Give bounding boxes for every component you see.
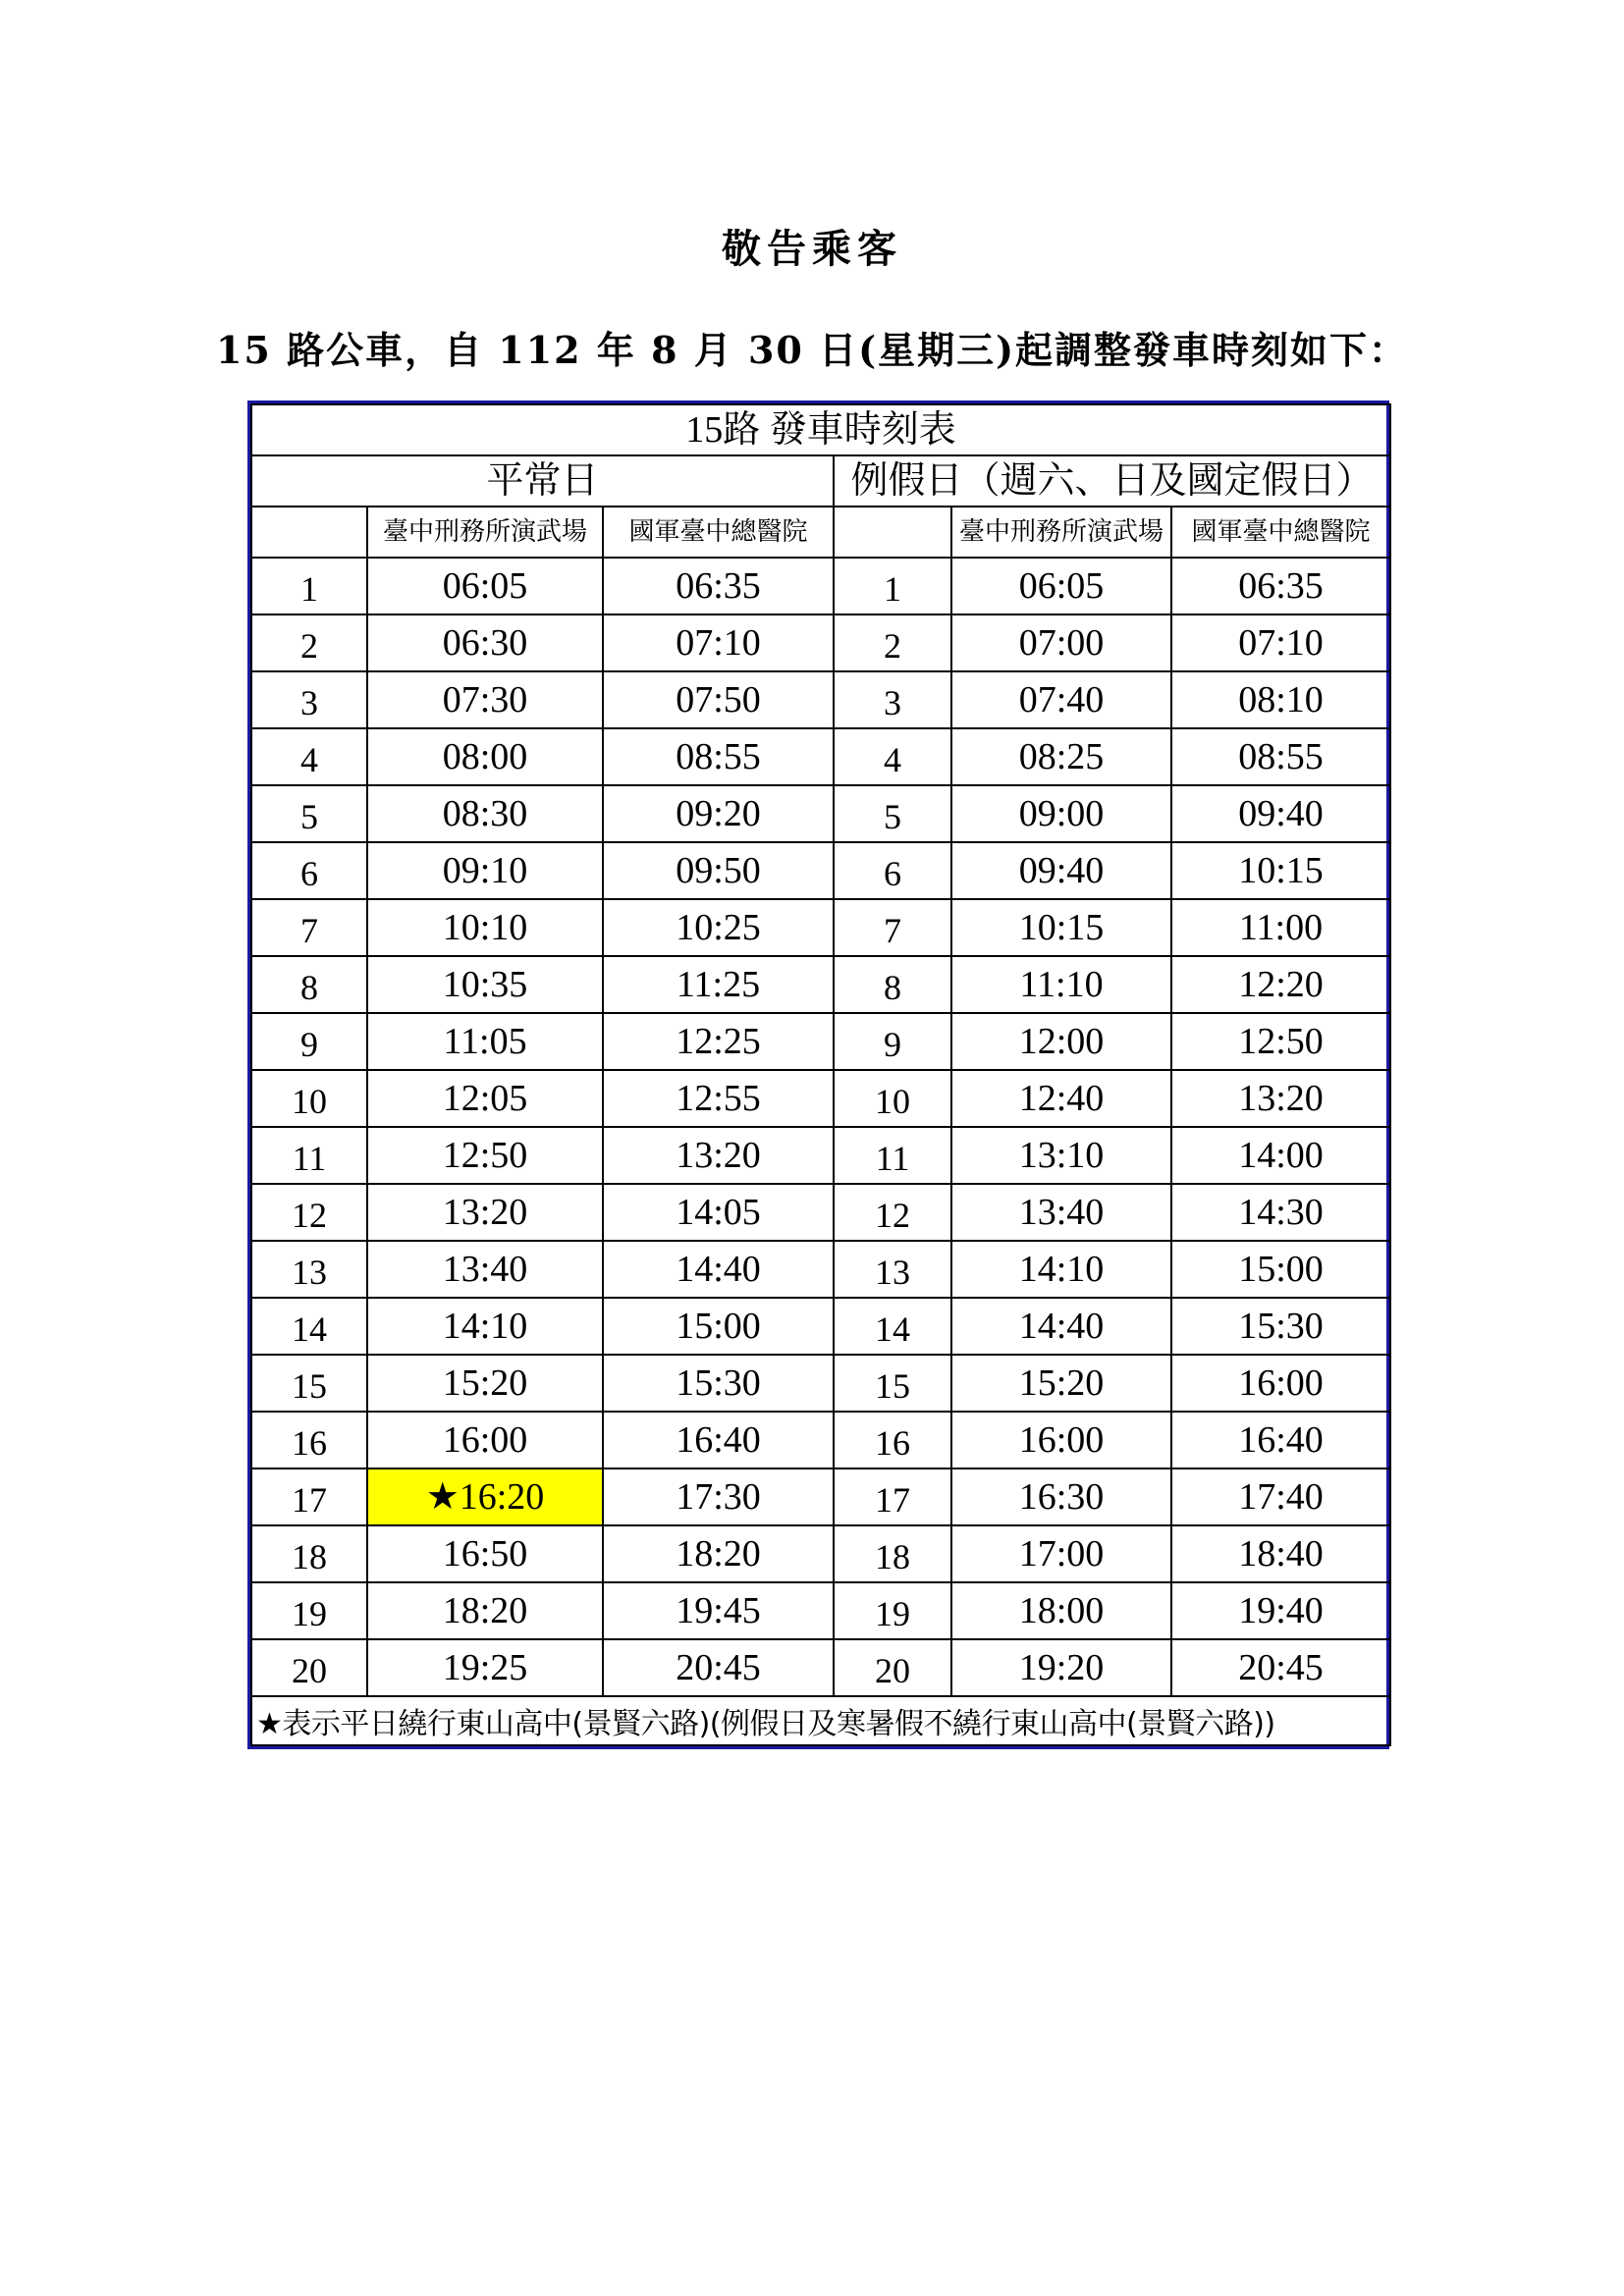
- table-row: [251, 1070, 1390, 1127]
- weekday-depart-a: 13:40: [367, 1241, 603, 1298]
- table-caption: 15路 發車時刻表: [251, 404, 1390, 455]
- table-row: [251, 1241, 1390, 1298]
- holiday-depart-a: 18:00: [951, 1582, 1171, 1639]
- table-row: [251, 671, 1390, 728]
- table-row: [251, 728, 1390, 785]
- holiday-col-b-header: 國軍臺中總醫院: [1171, 507, 1390, 558]
- holiday-no-header: [834, 507, 951, 558]
- weekday-depart-b: 17:30: [603, 1468, 834, 1525]
- holiday-trip-no: 14: [834, 1298, 951, 1355]
- weekday-depart-a: 19:25: [367, 1639, 603, 1696]
- holiday-trip-no: 3: [834, 671, 951, 728]
- table-row: [251, 1639, 1390, 1696]
- weekday-trip-no: 3: [251, 671, 367, 728]
- weekday-depart-a: 13:20: [367, 1184, 603, 1241]
- weekday-depart-b: 10:25: [603, 899, 834, 956]
- weekday-depart-b: 09:50: [603, 842, 834, 899]
- holiday-depart-b: 15:00: [1171, 1241, 1390, 1298]
- table-row: [251, 1468, 1390, 1525]
- weekday-no-header: [251, 507, 367, 558]
- holiday-depart-a: 07:40: [951, 671, 1171, 728]
- weekday-trip-no: 14: [251, 1298, 367, 1355]
- holiday-depart-a: 12:00: [951, 1013, 1171, 1070]
- holiday-depart-b: 08:55: [1171, 728, 1390, 785]
- weekday-depart-b: 14:05: [603, 1184, 834, 1241]
- table-row: [251, 1412, 1390, 1468]
- weekday-trip-no: 15: [251, 1355, 367, 1412]
- weekday-trip-no: 17: [251, 1468, 367, 1525]
- weekday-trip-no: 13: [251, 1241, 367, 1298]
- holiday-trip-no: 10: [834, 1070, 951, 1127]
- table-row: [251, 1355, 1390, 1412]
- weekday-depart-b: 12:55: [603, 1070, 834, 1127]
- holiday-trip-no: 9: [834, 1013, 951, 1070]
- weekday-depart-a: 09:10: [367, 842, 603, 899]
- weekday-trip-no: 8: [251, 956, 367, 1013]
- weekday-trip-no: 5: [251, 785, 367, 842]
- holiday-trip-no: 15: [834, 1355, 951, 1412]
- holiday-trip-no: 1: [834, 558, 951, 614]
- weekday-depart-a: 18:20: [367, 1582, 603, 1639]
- holiday-depart-b: 12:20: [1171, 956, 1390, 1013]
- weekday-depart-a: 16:50: [367, 1525, 603, 1582]
- table-row: [251, 1582, 1390, 1639]
- holiday-trip-no: 12: [834, 1184, 951, 1241]
- holiday-depart-a: 08:25: [951, 728, 1171, 785]
- weekday-depart-b: 19:45: [603, 1582, 834, 1639]
- weekday-trip-no: 19: [251, 1582, 367, 1639]
- table-row: [251, 1184, 1390, 1241]
- table-row: [251, 785, 1390, 842]
- weekday-depart-a: 10:10: [367, 899, 603, 956]
- weekday-trip-no: 18: [251, 1525, 367, 1582]
- weekday-depart-a: 06:30: [367, 614, 603, 671]
- holiday-depart-a: 17:00: [951, 1525, 1171, 1582]
- holiday-depart-b: 14:30: [1171, 1184, 1390, 1241]
- table-row: [251, 558, 1390, 614]
- holiday-trip-no: 11: [834, 1127, 951, 1184]
- holiday-depart-a: 09:00: [951, 785, 1171, 842]
- weekday-depart-a: ★16:20: [367, 1468, 603, 1525]
- holiday-depart-b: 19:40: [1171, 1582, 1390, 1639]
- holiday-trip-no: 17: [834, 1468, 951, 1525]
- holiday-depart-b: 15:30: [1171, 1298, 1390, 1355]
- holiday-depart-b: 17:40: [1171, 1468, 1390, 1525]
- weekday-depart-b: 18:20: [603, 1525, 834, 1582]
- weekday-trip-no: 11: [251, 1127, 367, 1184]
- table-row: [251, 1525, 1390, 1582]
- weekday-col-a-header: 臺中刑務所演武場: [367, 507, 603, 558]
- holiday-trip-no: 13: [834, 1241, 951, 1298]
- holiday-depart-a: 07:00: [951, 614, 1171, 671]
- holiday-trip-no: 16: [834, 1412, 951, 1468]
- weekday-trip-no: 10: [251, 1070, 367, 1127]
- holiday-depart-a: 13:40: [951, 1184, 1171, 1241]
- weekday-trip-no: 7: [251, 899, 367, 956]
- weekday-depart-b: 06:35: [603, 558, 834, 614]
- weekday-col-b-header: 國軍臺中總醫院: [603, 507, 834, 558]
- holiday-depart-a: 14:10: [951, 1241, 1171, 1298]
- weekday-depart-a: 14:10: [367, 1298, 603, 1355]
- holiday-depart-b: 18:40: [1171, 1525, 1390, 1582]
- weekday-depart-a: 16:00: [367, 1412, 603, 1468]
- holiday-depart-a: 12:40: [951, 1070, 1171, 1127]
- holiday-trip-no: 6: [834, 842, 951, 899]
- weekday-depart-b: 16:40: [603, 1412, 834, 1468]
- weekday-trip-no: 16: [251, 1412, 367, 1468]
- weekday-depart-a: 06:05: [367, 558, 603, 614]
- weekday-depart-b: 11:25: [603, 956, 834, 1013]
- holiday-depart-b: 16:40: [1171, 1412, 1390, 1468]
- holiday-trip-no: 2: [834, 614, 951, 671]
- holiday-trip-no: 7: [834, 899, 951, 956]
- holiday-depart-a: 11:10: [951, 956, 1171, 1013]
- schedule-table: [247, 400, 1389, 1749]
- holiday-depart-a: 14:40: [951, 1298, 1171, 1355]
- holiday-depart-b: 07:10: [1171, 614, 1390, 671]
- weekday-depart-b: 15:30: [603, 1355, 834, 1412]
- holiday-depart-b: 06:35: [1171, 558, 1390, 614]
- notice-title: 敬告乘客: [722, 226, 902, 272]
- holiday-depart-b: 14:00: [1171, 1127, 1390, 1184]
- weekday-depart-b: 09:20: [603, 785, 834, 842]
- holiday-depart-a: 15:20: [951, 1355, 1171, 1412]
- holiday-depart-a: 10:15: [951, 899, 1171, 956]
- holiday-col-a-header: 臺中刑務所演武場: [951, 507, 1171, 558]
- weekday-header: 平常日: [251, 455, 834, 507]
- weekday-depart-a: 10:35: [367, 956, 603, 1013]
- table-row: [251, 1298, 1390, 1355]
- table-row: [251, 1013, 1390, 1070]
- table-row: [251, 842, 1390, 899]
- weekday-depart-a: 15:20: [367, 1355, 603, 1412]
- weekday-depart-a: 12:50: [367, 1127, 603, 1184]
- holiday-depart-b: 11:00: [1171, 899, 1390, 956]
- weekday-depart-b: 08:55: [603, 728, 834, 785]
- weekday-depart-a: 12:05: [367, 1070, 603, 1127]
- weekday-depart-a: 11:05: [367, 1013, 603, 1070]
- weekday-depart-b: 07:50: [603, 671, 834, 728]
- holiday-trip-no: 19: [834, 1582, 951, 1639]
- weekday-depart-b: 20:45: [603, 1639, 834, 1696]
- weekday-depart-b: 13:20: [603, 1127, 834, 1184]
- weekday-depart-b: 14:40: [603, 1241, 834, 1298]
- weekday-trip-no: 4: [251, 728, 367, 785]
- notice-announcement: 15 路公車，自 112 年 8 月 30 日(星期三)起調整發車時刻如下：: [215, 328, 1409, 372]
- holiday-trip-no: 18: [834, 1525, 951, 1582]
- holiday-trip-no: 4: [834, 728, 951, 785]
- holiday-depart-a: 16:30: [951, 1468, 1171, 1525]
- table-row: [251, 1127, 1390, 1184]
- holiday-depart-b: 12:50: [1171, 1013, 1390, 1070]
- weekday-trip-no: 6: [251, 842, 367, 899]
- table-row: [251, 899, 1390, 956]
- weekday-trip-no: 9: [251, 1013, 367, 1070]
- holiday-depart-b: 16:00: [1171, 1355, 1390, 1412]
- holiday-depart-b: 13:20: [1171, 1070, 1390, 1127]
- weekday-trip-no: 12: [251, 1184, 367, 1241]
- holiday-trip-no: 20: [834, 1639, 951, 1696]
- holiday-depart-b: 10:15: [1171, 842, 1390, 899]
- weekday-depart-b: 15:00: [603, 1298, 834, 1355]
- holiday-header: 例假日（週六、日及國定假日）: [834, 455, 1390, 507]
- weekday-depart-a: 08:30: [367, 785, 603, 842]
- holiday-trip-no: 8: [834, 956, 951, 1013]
- holiday-depart-a: 13:10: [951, 1127, 1171, 1184]
- holiday-depart-b: 20:45: [1171, 1639, 1390, 1696]
- holiday-trip-no: 5: [834, 785, 951, 842]
- table-row: [251, 614, 1390, 671]
- weekday-depart-b: 07:10: [603, 614, 834, 671]
- weekday-trip-no: 1: [251, 558, 367, 614]
- weekday-depart-a: 07:30: [367, 671, 603, 728]
- holiday-depart-b: 09:40: [1171, 785, 1390, 842]
- footnote: ★表示平日繞行東山高中(景賢六路)(例假日及寒暑假不繞行東山高中(景賢六路)): [251, 1696, 1390, 1745]
- weekday-trip-no: 2: [251, 614, 367, 671]
- holiday-depart-a: 19:20: [951, 1639, 1171, 1696]
- weekday-depart-b: 12:25: [603, 1013, 834, 1070]
- weekday-depart-a: 08:00: [367, 728, 603, 785]
- schedule-rows: [251, 558, 1390, 1696]
- holiday-depart-b: 08:10: [1171, 671, 1390, 728]
- holiday-depart-a: 09:40: [951, 842, 1171, 899]
- holiday-depart-a: 06:05: [951, 558, 1171, 614]
- weekday-trip-no: 20: [251, 1639, 367, 1696]
- holiday-depart-a: 16:00: [951, 1412, 1171, 1468]
- table-row: [251, 956, 1390, 1013]
